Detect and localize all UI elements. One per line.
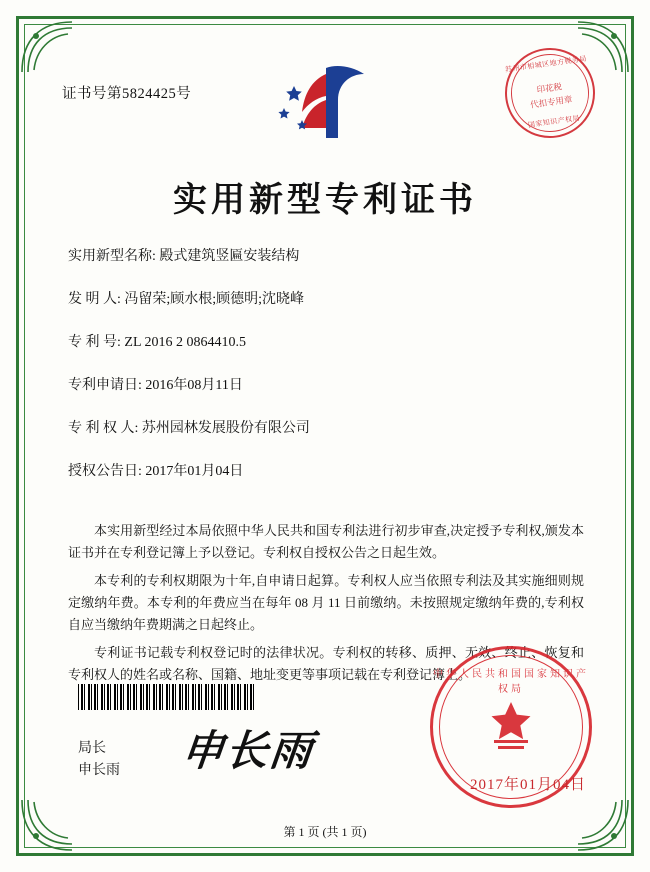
field-list xyxy=(68,248,588,506)
signatory-name: 申长雨 xyxy=(78,763,120,778)
field-row xyxy=(68,248,588,266)
field-label: 发 明 人: xyxy=(68,292,121,307)
national-emblem-icon xyxy=(480,696,542,758)
field-label: 实用新型名称: xyxy=(68,249,156,264)
field-label: 专 利 权 人: xyxy=(68,421,139,436)
signatory-title: 局长 xyxy=(78,741,106,756)
field-row xyxy=(68,291,588,309)
handwritten-signature: 申长雨 xyxy=(179,729,317,775)
field-row xyxy=(68,463,588,481)
tax-stamp-arc-top: 苏州市相城区地方税务局 xyxy=(504,54,588,74)
legal-paragraph: 专利证书记载专利权登记时的法律状况。专利权的转移、质押、无效、终止、恢复和专利权人的姓名或名称、国籍、地址变更等事项记载在专利登记簿上。 xyxy=(68,645,584,682)
tax-stamp-mid-line-1: 印花税 xyxy=(535,81,563,95)
field-value: ZL 2016 2 0864410.5 xyxy=(124,335,246,350)
field-value: 2017年01月04日 xyxy=(145,464,244,479)
field-value: 苏州园林发展股份有限公司 xyxy=(141,421,310,436)
tax-stamp-mid-line-2: 代扣专用章 xyxy=(529,94,573,110)
field-row xyxy=(68,334,588,352)
page-footer: 第 1 页 (共 1 页) xyxy=(283,825,367,839)
tax-stamp-arc-bottom: 国家知识产权局 xyxy=(527,114,581,130)
corner-ornament-icon xyxy=(20,20,74,74)
field-value: 冯留荣;顾水根;顾德明;沈晓峰 xyxy=(124,292,305,307)
field-label: 授权公告日: xyxy=(68,464,142,479)
legal-paragraph: 本专利的专利权期限为十年,自申请日起算。专利权人应当依照专利法及其实施细则规定缴纳年费。本专利的年费应当在每年 08 月 11 日前缴纳。未按照规定缴纳年费的,专利权自应当缴纳年费期满之日起终止。 xyxy=(68,573,584,632)
field-label: 专 利 号: xyxy=(68,335,121,350)
field-value: 殿式建筑竖匾安装结构 xyxy=(159,249,300,264)
field-row xyxy=(68,420,588,438)
patent-office-logo-icon xyxy=(268,60,383,145)
field-label: 专利申请日: xyxy=(68,378,142,393)
barcode xyxy=(78,684,254,710)
seal-date: 2017年01月04日 xyxy=(469,777,586,793)
field-row xyxy=(68,377,588,395)
legal-paragraph: 本实用新型经过本局依照中华人民共和国专利法进行初步审查,决定授予专利权,颁发本证书并在专利登记簿上予以登记。专利权自授权公告之日起生效。 xyxy=(68,523,584,560)
certificate-number: 证书号第5824425号 xyxy=(62,86,192,102)
field-value: 2016年08月11日 xyxy=(145,378,243,393)
signature-labels xyxy=(78,738,120,782)
seal-text: 中华人民共和国国家知识产权局 xyxy=(433,669,589,695)
page-title: 实用新型专利证书 xyxy=(173,182,477,219)
